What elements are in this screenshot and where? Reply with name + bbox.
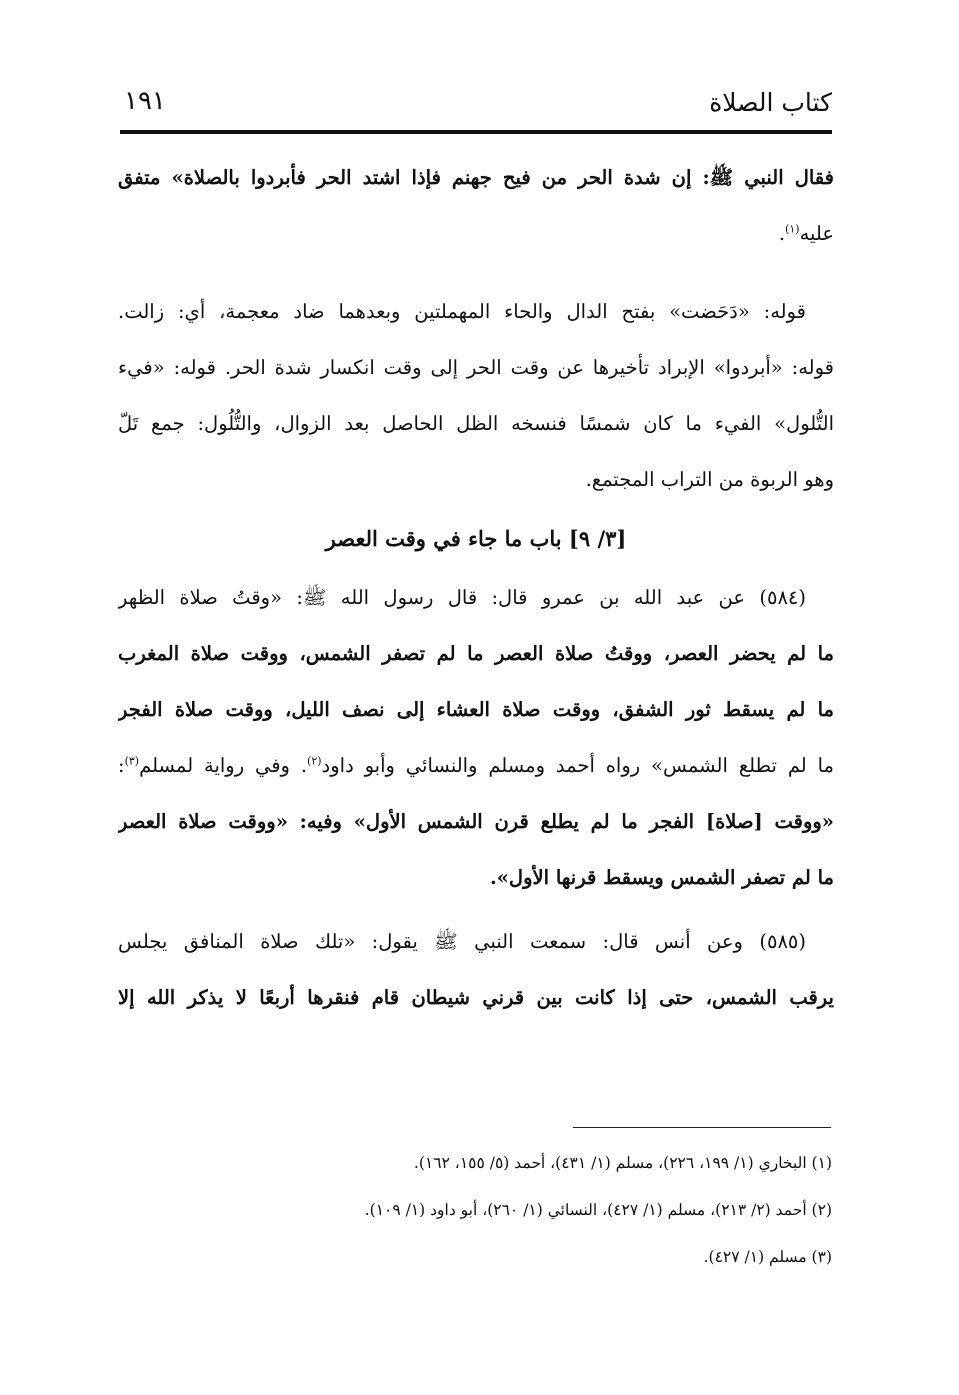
paragraph-gap bbox=[118, 906, 834, 914]
footnote-ref: (١) bbox=[785, 222, 800, 236]
footnote-ref: (٣) bbox=[124, 754, 140, 768]
text-span: . وفي رواية لمسلم bbox=[139, 754, 308, 777]
text-line: (٥٨٤) عن عبد الله بن عمرو قال: قال رسول الله ﷺ: «وقتُ صلاة الظهر bbox=[118, 586, 806, 609]
main-text bbox=[118, 150, 834, 1026]
text-line: ما لم يسقط ثور الشفق، ووقت صلاة العشاء إلى نصف الليل، ووقت صلاة الفجر bbox=[118, 698, 834, 721]
header-divider bbox=[120, 130, 832, 134]
footnote-divider bbox=[573, 1127, 831, 1128]
footnote: (٢) أحمد (٢/ ٢١٣)، مسلم (١/ ٤٢٧)، النسائي (١/ ٢٦٠)، أبو داود (١/ ١٠٩). bbox=[364, 1201, 832, 1219]
chapter-title: كتاب الصلاة bbox=[709, 88, 832, 117]
text-span: عليه bbox=[799, 222, 834, 245]
footnote-ref: (٢) bbox=[307, 754, 322, 768]
text-line: (٥٨٥) وعن أنس قال: سمعت النبي ﷺ يقول: «تلك صلاة المنافق يجلس bbox=[118, 930, 806, 953]
paragraph-gap bbox=[118, 262, 834, 284]
text-line: قوله: «دَحَضت» بفتح الدال والحاء المهملتين وبعدهما ضاد معجمة، أي: زالت. bbox=[118, 300, 806, 323]
text-line: قوله: «أبردوا» الإبراد تأخيرها عن وقت الحر إلى وقت انكسار شدة الحر. قوله: «فيء bbox=[118, 356, 834, 379]
text-line: ما لم تصفر الشمس ويسقط قرنها الأول». bbox=[489, 866, 834, 889]
text-span: ما لم تطلع الشمس» رواه أحمد ومسلم والنسائي وأبو داود bbox=[321, 754, 834, 777]
text-line: عليه$^{(١)}$. bbox=[778, 222, 834, 245]
text-line bbox=[118, 738, 834, 794]
text-line: فقال النبي ﷺ: إن شدة الحر من فيح جهنم فإذا اشتد الحر فأبردوا بالصلاة» متفق bbox=[118, 166, 834, 189]
text-span: : bbox=[118, 754, 125, 777]
footnote: (٣) مسلم (١/ ٤٢٧). bbox=[703, 1248, 832, 1266]
page-number: ١٩١ bbox=[124, 86, 166, 116]
text-line: التُّلول» الفيء ما كان شمسًا فنسخه الظل الحاصل بعد الزوال، والتُّلُول: جمع تَلّ bbox=[118, 412, 834, 435]
text-line: يرقب الشمس، حتى إذا كانت بين قرني شيطان قام فنقرها أربعًا لا يذكر الله إلا bbox=[118, 986, 834, 1009]
footnote: (١) البخاري (١/ ١٩٩، ٢٢٦)، مسلم (١/ ٤٣١)، أحمد (٥/ ١٥٥، ١٦٢). bbox=[413, 1154, 832, 1172]
text-line: وهو الربوة من التراب المجتمع. bbox=[585, 468, 834, 491]
text-line: ما لم يحضر العصر، ووقتُ صلاة العصر ما لم تصفر الشمس، ووقت صلاة المغرب bbox=[118, 642, 834, 665]
footnotes bbox=[200, 1140, 832, 1281]
section-heading: [٣/ ٩] باب ما جاء في وقت العصر bbox=[325, 526, 627, 551]
text-line: «ووقت [صلاة] الفجر ما لم يطلع قرن الشمس الأول» وفيه: «ووقت صلاة العصر bbox=[118, 810, 834, 833]
page-header bbox=[120, 80, 832, 130]
